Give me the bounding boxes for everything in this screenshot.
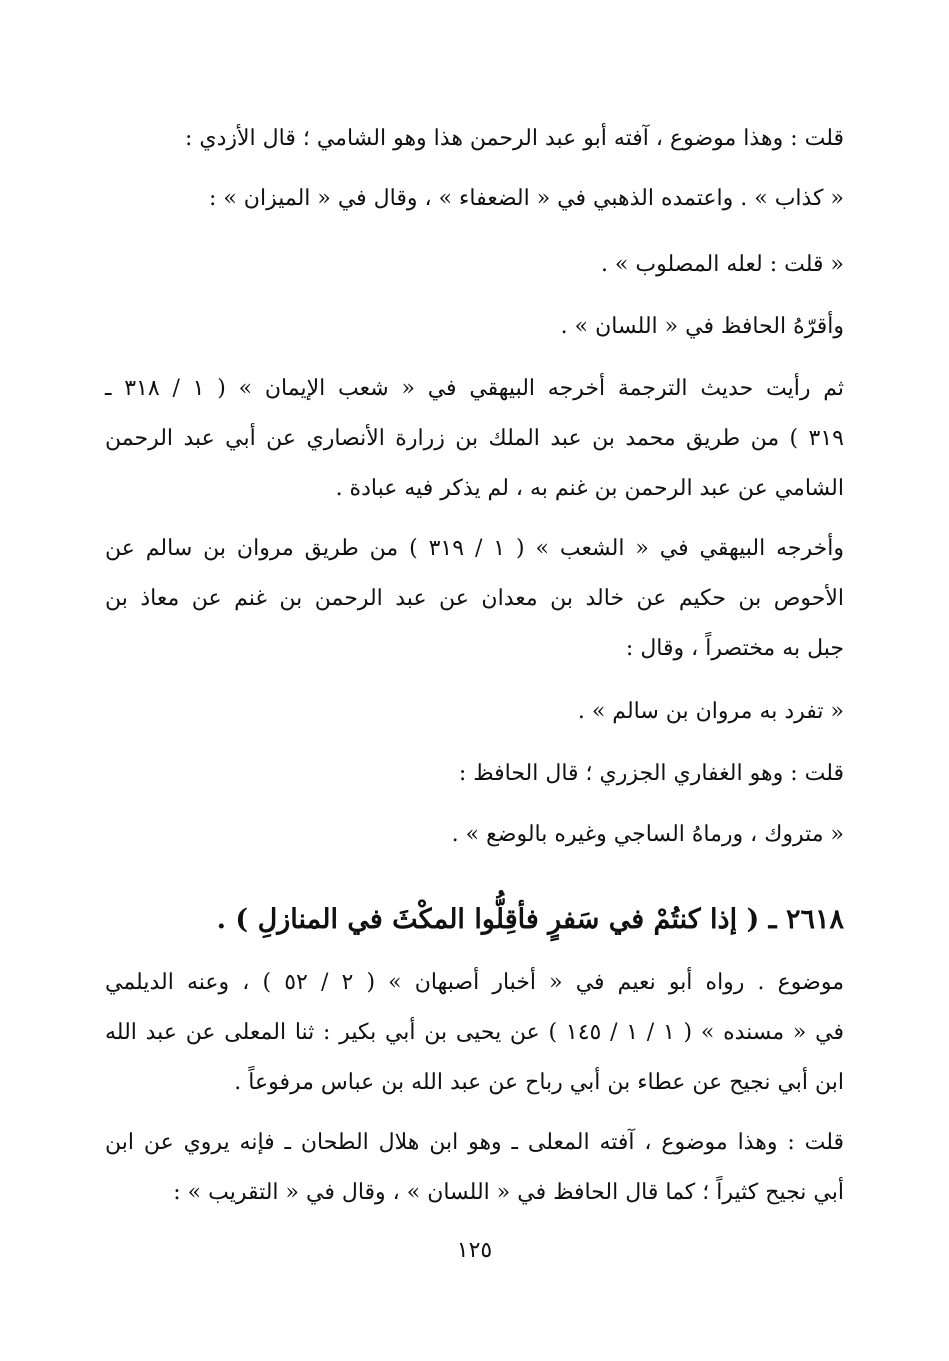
text-line: « متروك ، ورماهُ الساجي وغيره بالوضع » . [451,822,844,847]
text-line: قلت : وهذا موضوع ، آفته أبو عبد الرحمن هذا وهو الشامي ؛ قال الأزدي : [184,126,844,151]
text-line: قلت : وهذا موضوع ، آفته المعلى ـ وهو ابن هلال الطحان ـ فإنه يروي عن ابن [105,1130,844,1155]
text-line: ٣١٩ ) من طريق محمد بن عبد الملك بن زرارة الأنصاري عن أبي عبد الرحمن [105,426,844,451]
text-line: ثم رأيت حديث الترجمة أخرجه البيهقي في « شعب الإيمان » ( ١ / ٣١٨ ـ [105,376,844,401]
text-line: أبي نجيح كثيراً ؛ كما قال الحافظ في « اللسان » ، وقال في « التقريب » : [173,1180,844,1205]
text-line: ابن أبي نجيح عن عطاء بن أبي رباح عن عبد الله بن عباس مرفوعاً . [234,1070,844,1095]
hadith-heading: ٢٦١٨ ـ ( إذا كنتُمْ في سَفرٍ فأقِلُّوا المكْثَ في المنازلِ ) . [216,904,844,935]
text-line: جبل به مختصراً ، وقال : [625,636,844,661]
text-line: « قلت : لعله المصلوب » . [600,252,844,277]
text-line: الأحوص بن حكيم عن خالد بن معدان عن عبد الرحمن بن غنم عن معاذ بن [105,586,844,611]
text-line: وأقرّهُ الحافظ في « اللسان » . [560,314,844,339]
text-line: « تفرد به مروان بن سالم » . [577,699,844,724]
text-line: وأخرجه البيهقي في « الشعب » ( ١ / ٣١٩ ) من طريق مروان بن سالم عن [105,536,844,561]
text-line: قلت : وهو الغفاري الجزري ؛ قال الحافظ : [458,761,844,786]
text-line: « كذاب » . واعتمده الذهبي في « الضعفاء » ، وقال في « الميزان » : [208,186,844,211]
text-line: الشامي عن عبد الرحمن بن غنم به ، لم يذكر فيه عبادة . [335,476,844,501]
page-number: ١٢٥ [456,1238,493,1263]
text-line: موضوع . رواه أبو نعيم في « أخبار أصبهان » ( ٢ / ٥٢ ) ، وعنه الديلمي [105,970,844,995]
text-line: في « مسنده » ( ١ / ١ / ١٤٥ ) عن يحيى بن أبي بكير : ثنا المعلى عن عبد الله [105,1020,844,1045]
